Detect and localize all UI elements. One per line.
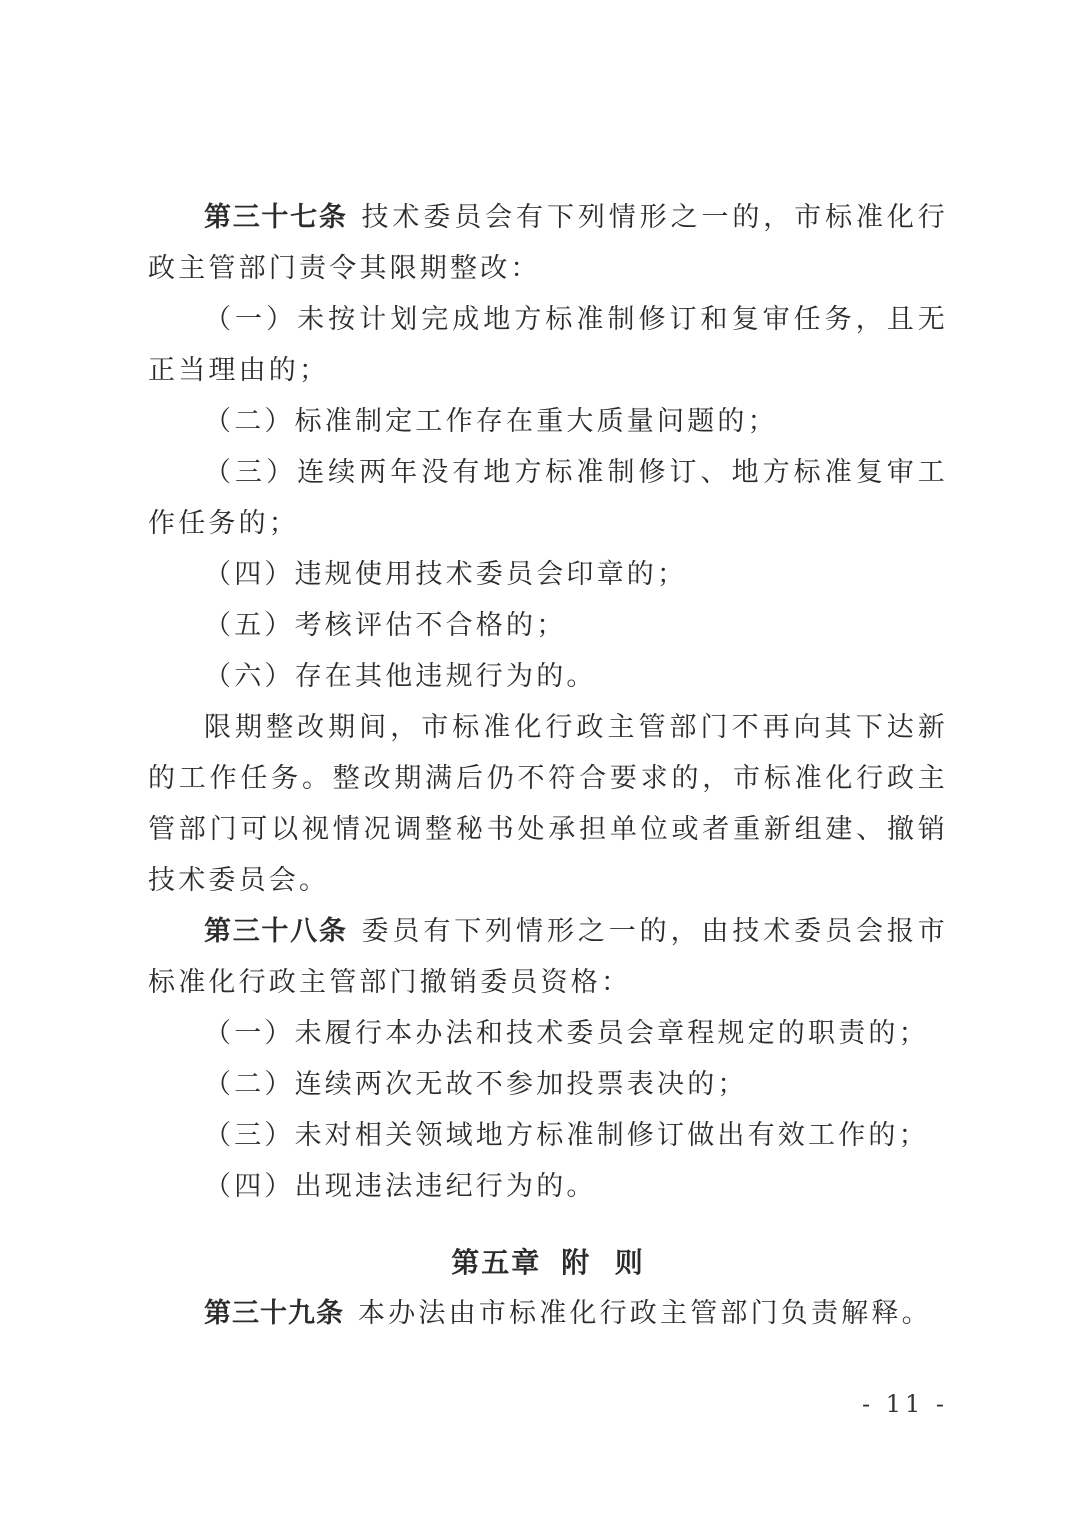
article-39-text: 本办法由市标准化行政主管部门负责解释。 — [358, 1298, 932, 1329]
article-37-item-4: （四）违规使用技术委员会印章的； — [204, 559, 688, 590]
article-39-title: 第三十九条 — [204, 1298, 344, 1329]
chapter-5-name: 第五章 — [451, 1246, 542, 1279]
article-38-item-1: （一）未履行本办法和技术委员会章程规定的职责的； — [204, 1018, 929, 1049]
article-37-title: 第三十七条 — [204, 202, 348, 233]
article-37-item-2: （二）标准制定工作存在重大质量问题的； — [204, 406, 778, 437]
article-38 — [148, 906, 948, 1008]
article-37 — [148, 192, 948, 294]
article-37-text: 技术委员会有下列情形之一的，市标准化行政主管部门责令其限期整改： — [148, 202, 948, 284]
article-38-text: 委员有下列情形之一的，由技术委员会报市标准化行政主管部门撤销委员资格： — [148, 916, 948, 998]
article-38-item-2: （二）连续两次无故不参加投票表决的； — [204, 1069, 748, 1100]
article-38-title: 第三十八条 — [204, 916, 348, 947]
page-content — [148, 192, 948, 1339]
article-37-item-3: （三）连续两年没有地方标准制修订、地方标准复审工作任务的； — [148, 457, 948, 539]
article-37-item-5: （五）考核评估不合格的； — [204, 610, 567, 641]
article-38-item-3: （三）未对相关领域地方标准制修订做出有效工作的； — [204, 1120, 929, 1151]
chapter-5-heading — [148, 1237, 948, 1288]
page-number: - 11 - — [861, 1390, 948, 1418]
article-38-item-4: （四）出现违法违纪行为的。 — [204, 1171, 597, 1202]
article-37-item-6: （六）存在其他违规行为的。 — [204, 661, 597, 692]
article-39 — [148, 1288, 948, 1339]
chapter-5-title: 附 则 — [561, 1246, 645, 1279]
article-37-closing: 限期整改期间，市标准化行政主管部门不再向其下达新的工作任务。整改期满后仍不符合要求的，市标准化行政主管部门可以视情况调整秘书处承担单位或者重新组建、撤销技术委员会。 — [148, 712, 948, 896]
article-37-item-1: （一）未按计划完成地方标准制修订和复审任务，且无正当理由的； — [148, 304, 948, 386]
